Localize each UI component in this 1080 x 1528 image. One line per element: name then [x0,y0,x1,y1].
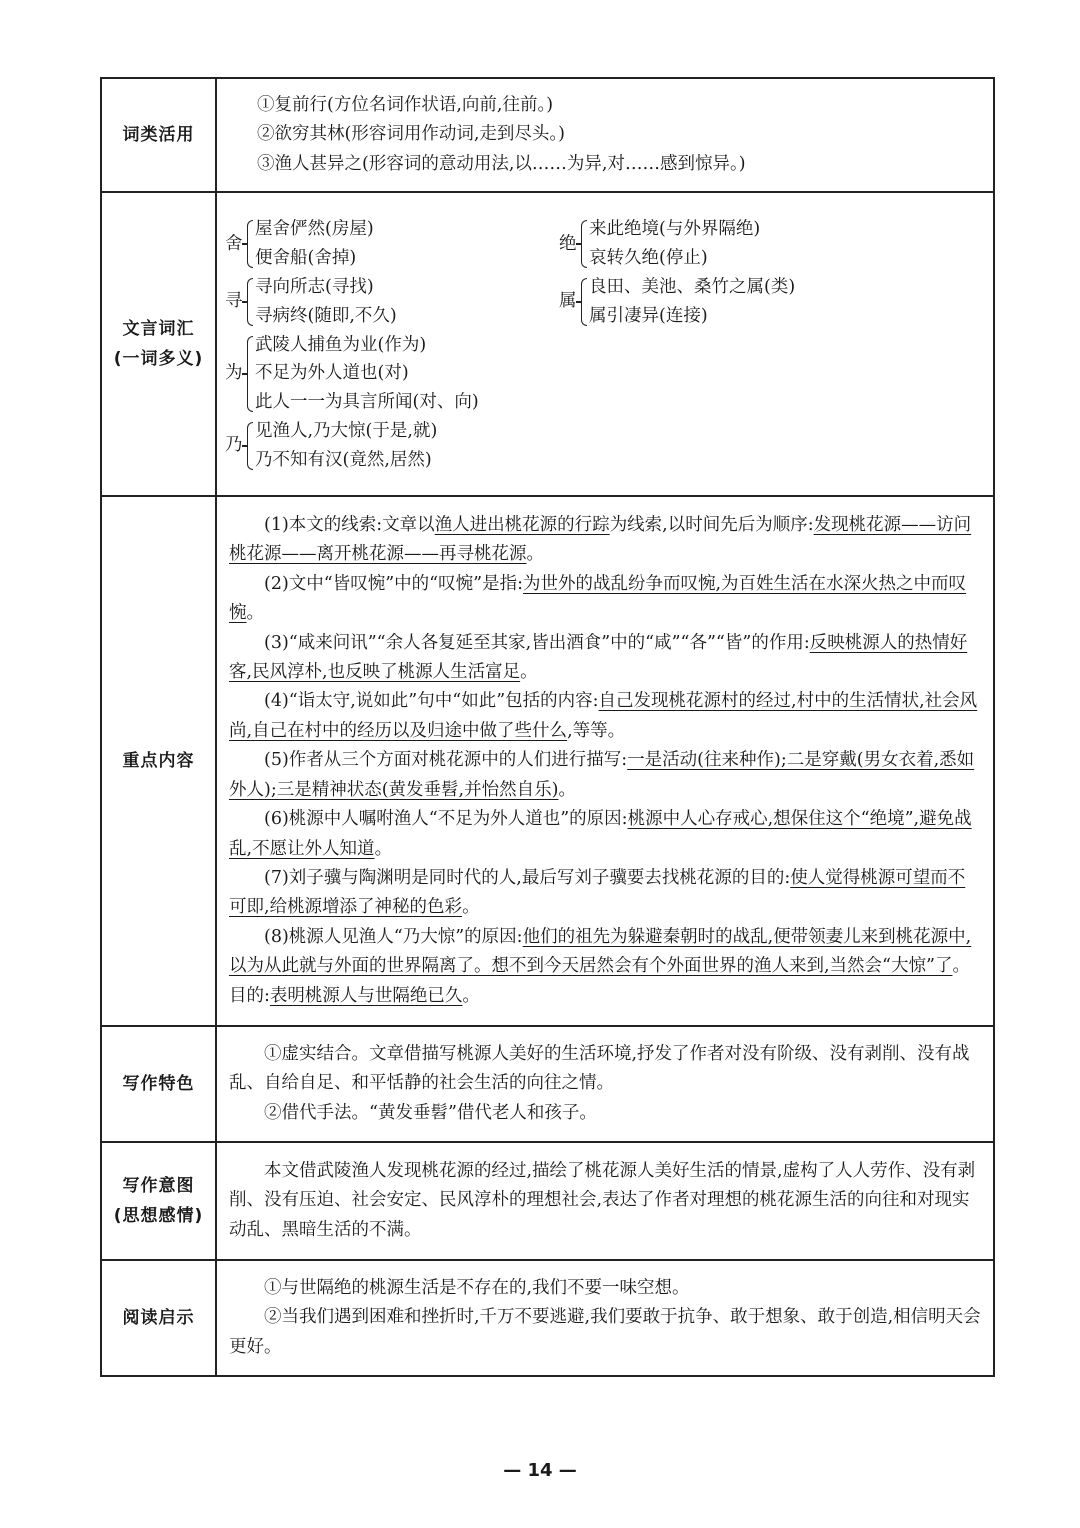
wei-item-1: 武陵人捕鱼为业(作为) [255,334,427,355]
label-qishi: 阅读启示 [101,1260,216,1376]
group-shu [559,273,889,331]
group-xun [225,273,555,331]
brace-icon [243,278,251,326]
row-cilei [101,78,994,192]
she-item-2: 便舍船(舍掉) [255,248,357,269]
content-yiduo [216,192,994,496]
cilei-item-2: ②欲穷其林(形容词用作动词,走到尽头。) [257,124,565,145]
brace-icon [577,278,585,326]
group-char-nai: 乃 [225,435,243,456]
key-point-2: (2)文中“皆叹惋”中的“叹惋”是指:为世外的战乱纷争而叹惋,为百姓生活在水深火热之中而叹惋。 [229,573,967,624]
cilei-item-1: ①复前行(方位名词作状语,向前,往前。) [257,94,554,115]
polysemy-right-column [559,215,889,474]
summary-table [100,77,995,1377]
content-cilei [216,78,994,192]
jue-item-1: 来此绝境(与外界隔绝) [589,219,761,240]
wei-item-2: 不足为外人道也(对) [255,363,409,384]
key-point-3: (3)“咸来问讯”“余人各复延至其家,皆出酒食”中的“咸”“各”“皆”的作用:反映桃源人的热情好客,民风淳朴,也反映了桃源人生活富足。 [229,632,968,683]
qishi-item-2: ②当我们遇到困难和挫折时,千万不要逃避,我们要敢于抗争、敢于想象、敢于创造,相信明天会更好。 [229,1307,981,1357]
key-point-7: (7)刘子骥与陶渊明是同时代的人,最后写刘子骥要去找桃花源的目的:使人觉得桃源可望而不可即,给桃源增添了神秘的色彩。 [229,867,966,918]
label-yitu-line1: 写作意图 [122,1176,195,1196]
tese-item-1: ①虚实结合。文章借描写桃源人美好的生活环境,抒发了作者对没有阶级、没有剥削、没有战乱、自给自足、和平恬静的社会生活的向往之情。 [229,1043,970,1094]
key-point-6: (6)桃源中人嘱咐渔人“不足为外人道也”的原因:桃源中人心存戒心,想保住这个“绝境”,避免战乱,不愿让外人知道。 [229,809,972,859]
qishi-item-1: ①与世隔绝的桃源生活是不存在的,我们不要一味空想。 [264,1277,690,1298]
page-number [0,1460,1080,1481]
content-yitu [216,1142,994,1260]
brace-icon [243,336,251,412]
group-char-xun: 寻 [225,291,243,312]
group-char-jue: 绝 [559,233,577,254]
content-tese [216,1026,994,1142]
label-tese: 写作特色 [101,1026,216,1142]
brace-icon [243,220,251,268]
key-point-4: (4)“诣太守,说如此”句中“如此”包括的内容:自己发现桃花源村的经过,村中的生活情状,社会风尚,自己在村中的经历以及归途中做了些什么,等等。 [229,691,978,741]
row-yitu [101,1142,994,1260]
shu-item-1: 良田、美池、桑竹之属(类) [589,277,796,297]
shu-item-2: 属引凄异(连接) [589,305,708,326]
group-wei [225,331,555,417]
nai-item-2: 乃不知有汉(竟然,居然) [255,449,432,470]
cilei-item-3: ③渔人甚异之(形容词的意动用法,以……为异,对……感到惊异。) [257,153,746,174]
page-number-text: — 14 — [503,1460,577,1481]
jue-item-2: 哀转久绝(停止) [589,248,708,269]
group-char-shu: 属 [559,291,577,312]
polysemy-left-column [225,215,555,474]
content-zhongdian [216,496,994,1026]
group-she [225,215,555,273]
nai-item-1: 见渔人,乃大惊(于是,就) [255,420,438,441]
row-qishi [101,1260,994,1376]
group-char-she: 舍 [225,233,243,254]
label-yiduo-line1: 文言词汇 [122,319,195,339]
polysemy-grid [225,213,985,474]
xun-item-2: 寻病终(随即,不久) [255,305,397,326]
label-yiduo [101,192,216,496]
label-yitu [101,1142,216,1260]
row-zhongdian [101,496,994,1026]
wei-item-3: 此人一一为具言所闻(对、向) [255,392,479,413]
xun-item-1: 寻向所志(寻找) [255,277,374,297]
label-yiduo-line2: (一词多义) [113,349,204,369]
group-nai [225,417,555,475]
group-char-wei: 为 [225,363,243,384]
tese-item-2: ②借代手法。“黄发垂髫”借代老人和孩子。 [264,1102,597,1123]
row-yiduo [101,192,994,496]
key-point-5: (5)作者从三个方面对桃花源中的人们进行描写:一是活动(往来种作);二是穿戴(男女衣着,悉如外人);三是精神状态(黄发垂髫,并怡然自乐)。 [229,750,975,800]
label-zhongdian: 重点内容 [101,496,216,1026]
key-point-8: (8)桃源人见渔人“乃大惊”的原因:他们的祖先为躲避秦朝时的战乱,便带领妻儿来到桃花源中,以为从此就与外面的世界隔离了。想不到今天居然会有个外面世界的渔人来到,当然会“大惊”了。目的:表明桃源人与世隔绝已久。 [229,926,972,1006]
key-point-1: (1)本文的线索:文章以渔人进出桃花源的行踪为线索,以时间先后为顺序:发现桃花源——访问桃花源——离开桃花源——再寻桃花源。 [229,515,972,565]
content-qishi [216,1260,994,1376]
label-yitu-line2: (思想感情) [113,1206,204,1226]
brace-icon [243,422,251,470]
label-cilei: 词类活用 [101,78,216,192]
she-item-1: 屋舍俨然(房屋) [255,219,374,240]
brace-icon [577,220,585,268]
row-tese [101,1026,994,1142]
yitu-text: 本文借武陵渔人发现桃花源的经过,描绘了桃花源人美好生活的情景,虚构了人人劳作、没有剥削、没有压迫、社会安定、民风淳朴的理想社会,表达了作者对理想的桃花源生活的向往和对现实动乱、黑暗生活的不满。 [229,1160,976,1240]
group-jue [559,215,889,273]
